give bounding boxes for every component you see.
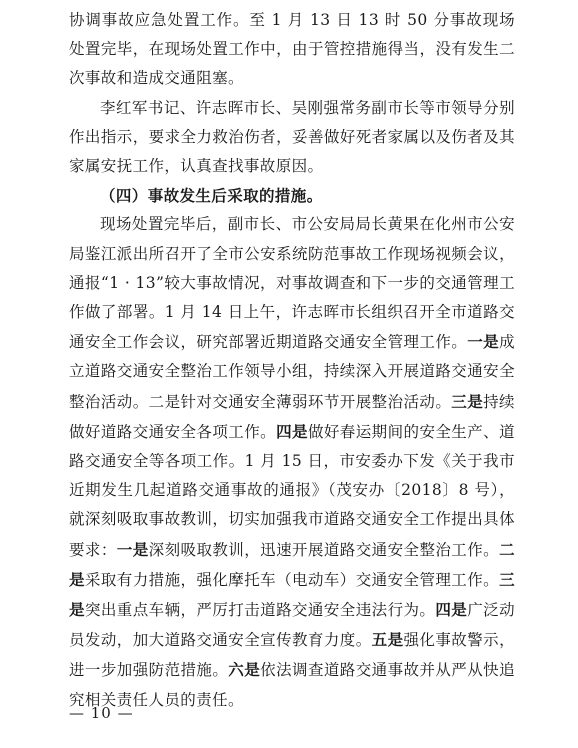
paragraph-leaders-instructions: 李红军书记、许志晖市长、吴刚强常务副市长等市领导分别作出指示，要求全力救治伤者，妥善做好死者家属以及伤者及其家属安抚工作，认真查找事故原因。: [69, 98, 515, 176]
requirement-1-label: 一是: [116, 539, 149, 559]
paragraph-continuation: 协调事故应急处置工作。至 1 月 13 日 13 时 50 分事故现场处置完毕，在现场处置工作中，由于管控措施得当，没有发生二次事故和造成交通阻塞。: [69, 11, 515, 88]
paragraph-measures: [69, 210, 515, 714]
requirement-4-text: 广泛动员发动，加大道路交通安全宣传教育力度。: [69, 601, 515, 650]
measure-3-text: 持续做好道路交通安全各项工作。: [69, 392, 515, 441]
measure-4-text: 做好春运期间的安全生产、道路交通安全等各项工作。1 月 15 日，市安委办下发《关于我市近期发生几起道路交通事故的通报》（茂安办〔2018〕8 号），就深刻吸取事故教训，切实加强我市道路交通安全工作提出具体要求：: [69, 422, 515, 559]
measure-1-text: 成立道路交通安全整治工作领导小组，持续深入开展道路交通安全整治活动。: [69, 333, 515, 411]
requirement-2-label: 二是: [69, 539, 515, 589]
requirement-3-label: 三是: [69, 569, 515, 620]
requirement-5-text: 强化事故警示，进一步加强防范措施。: [69, 631, 515, 680]
requirement-1-text: 深刻吸取教训，迅速开展道路交通安全整治工作。: [148, 540, 500, 559]
requirement-5-label: 五是: [371, 630, 404, 650]
requirement-4-label: 四是: [435, 600, 468, 620]
requirement-2-text: 采取有力措施，强化摩托车（电动车）交通安全管理工作。: [84, 570, 500, 589]
measure-4-label: 四是: [276, 421, 308, 441]
measure-3-label: 三是: [451, 391, 484, 411]
measure-1-label: 一是: [467, 332, 500, 352]
measure-2-text: 针对交通安全薄弱环节开展整治活动。: [180, 392, 452, 411]
document-page: [69, 6, 515, 715]
requirement-6-text: 依法调查道路交通事故并从严从快追究相关责任人员的责任。: [69, 661, 515, 709]
requirement-6-label: 六是: [228, 660, 261, 680]
section-heading: （四）事故发生后采取的措施。: [100, 186, 323, 206]
requirement-3-text: 突出重点车辆，严厉打击道路交通安全违法行为。: [84, 601, 436, 620]
page-number: — 10 —: [69, 704, 134, 722]
measure-2-label: 二是: [148, 392, 181, 411]
measures-intro: 现场处置完毕后，副市长、市公安局局长黄果在化州市公安局鉴江派出所召开了全市公安系统防范事故工作现场视频会议，通报“1 · 13”较大事故情况，对事故调查和下一步的交通管理工作做了部署。1 月 14 日上午，许志晖市长组织召开全市道路交通安全工作会议，研究部署近期道路交通安全管理工作。: [69, 215, 515, 352]
